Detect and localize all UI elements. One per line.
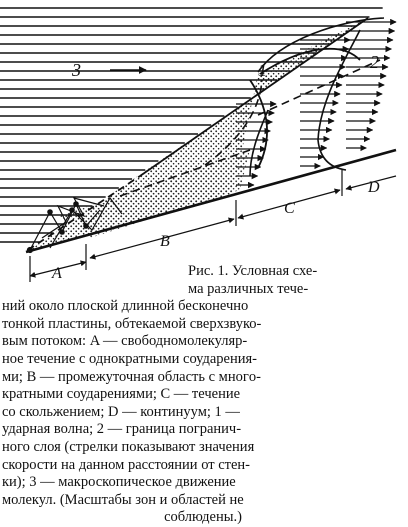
figure-caption <box>2 263 404 526</box>
caption-line: ударная волна; 2 — граница погранич- <box>2 421 242 438</box>
caption-line: вым потоком: A — свободномолекуляр- <box>2 333 248 350</box>
caption-line: соблюдены.) <box>164 509 242 526</box>
caption-line: со скольжением; D — континуум; 1 — <box>2 403 240 420</box>
caption-line: тонкой пластины, обтекаемой сверхзвуко- <box>2 315 262 332</box>
caption-line: ное течение с однократными соударения- <box>2 350 257 367</box>
caption-line: кратными соударениями; C — течение <box>2 386 241 403</box>
caption-line: ки); 3 — макроскопическое движение <box>2 474 236 491</box>
shock-wave-upper <box>140 18 368 176</box>
caption-line: ма различных тече- <box>188 280 309 297</box>
caption-line: молекул. (Масштабы зон и областей не <box>2 491 244 508</box>
caption-line: ний около плоской длинной бесконечно <box>2 298 249 315</box>
label-1: 1 <box>258 60 267 80</box>
label-C: C <box>284 200 295 217</box>
velocity-profile-3 <box>318 30 360 170</box>
label-D: D <box>368 179 380 196</box>
label-B: B <box>160 233 170 250</box>
caption-line: ми; B — промежуточная область с многo- <box>2 368 261 385</box>
label-3: 3 <box>72 60 81 80</box>
caption-line: Рис. 1. Условная схе- <box>188 263 318 279</box>
label-2: 2 <box>370 52 379 72</box>
caption-line: скорости на данном расстоянии от стен- <box>2 456 251 473</box>
caption-line: ного слоя (стрелки показывают значения <box>2 438 255 455</box>
label-A: A <box>52 265 62 282</box>
